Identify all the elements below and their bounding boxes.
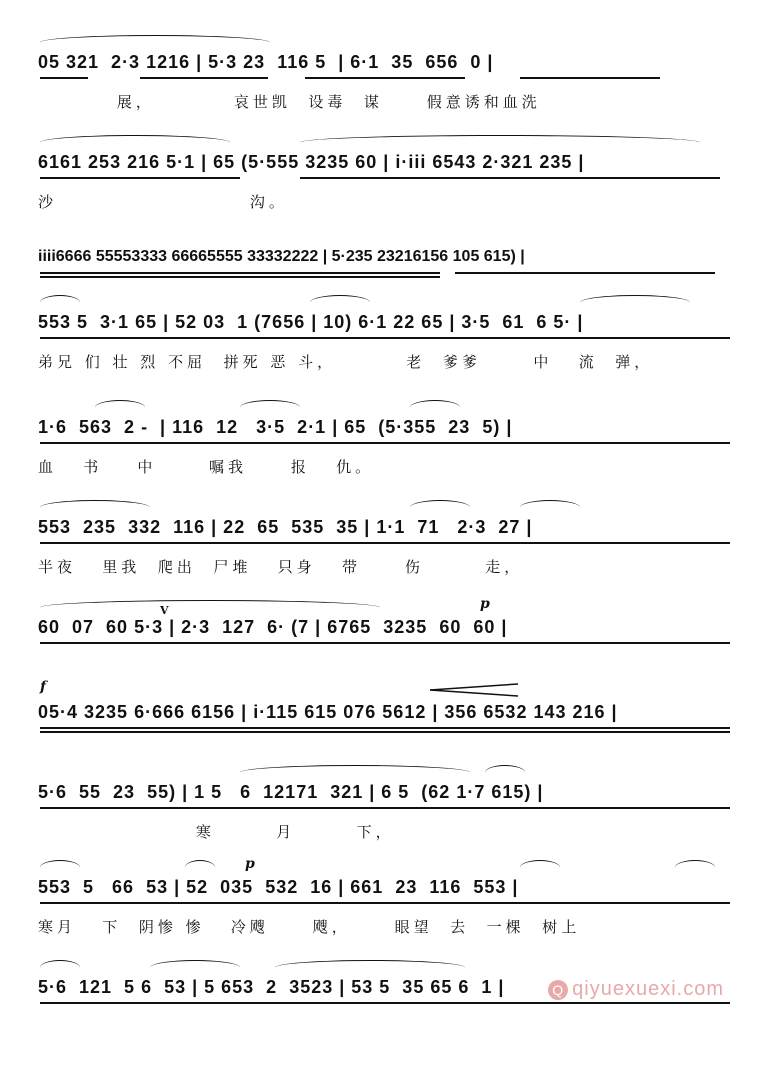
underline — [140, 77, 268, 79]
notation-line: 6161 253 216 5·1 | 65 (5·555 3235 60 | i·iii 6543 2·321 235 | — [38, 152, 585, 172]
notation-line: 05 321 2·3 1216 | 5·3 23 116 5 | 6·1 35 656 0 | — [38, 52, 494, 72]
dynamic-marking: f — [40, 679, 47, 695]
lyric-line: 展， 哀世凯 设毒 谋 假意诱和血洗 — [38, 93, 541, 111]
underline — [40, 276, 440, 278]
lyric-line: 沙 沟。 — [38, 193, 288, 211]
watermark-text: qiyuexuexi.com — [572, 978, 724, 1000]
underline — [40, 337, 730, 339]
score-line-2 — [0, 145, 760, 245]
underline — [40, 731, 730, 733]
underline — [40, 542, 730, 544]
underline — [40, 1002, 730, 1004]
watermark-logo-icon: Q — [548, 980, 568, 1000]
score-line-9 — [0, 775, 760, 875]
underline — [40, 902, 730, 904]
lyric-line: 寒 月 下， — [38, 823, 395, 841]
notation-line: 553 235 332 116 | 22 65 535 35 | 1·1 71 2·3 27 | — [38, 517, 533, 537]
lyric-line: 半夜 里我 爬出 尸堆 只身 带 伤 走， — [38, 558, 524, 576]
underline — [40, 272, 440, 274]
score-line-4 — [0, 305, 760, 405]
underline — [40, 177, 240, 179]
notation-line: 553 5 66 53 | 52 035 532 16 | 661 23 116 553 | — [38, 877, 519, 897]
score-line-6 — [0, 510, 760, 610]
score-line-10 — [0, 856, 760, 970]
notation-line: 5·6 55 23 55) | 1 5 6 12171 321 | 6 5 (62 1·7 615) | — [38, 782, 544, 802]
dynamic-marking: p — [245, 856, 255, 872]
underline — [305, 77, 465, 79]
underline — [455, 272, 715, 274]
notation-line: 60 07 60 5·3 | 2·3 127 6· (7 | 6765 3235 60 60 | — [38, 617, 508, 637]
notation-line: 05·4 3235 6·666 6156 | i·115 615 076 5612 | 356 6532 143 216 | — [38, 702, 618, 722]
notation-line: 553 5 3·1 65 | 52 03 1 (7656 | 10) 6·1 22 65 | 3·5 61 6 5· | — [38, 312, 584, 332]
lyric-line: 血 书 中 嘱我 报 仇。 — [38, 458, 375, 476]
lyric-line: 寒月 下 阴惨 惨 冷飕 飕， 眼望 去 一棵 树上 — [38, 918, 581, 936]
underline — [300, 177, 720, 179]
underline — [520, 77, 660, 79]
underline — [40, 727, 730, 729]
notation-line: iiii6666 55553333 66665555 33332222 | 5·235 23216156 105 615) | — [38, 248, 525, 265]
dynamic-marking: p — [480, 596, 490, 612]
underline — [40, 642, 730, 644]
notation-line: 1·6 563 2 - | 116 12 3·5 2·1 | 65 (5·355 23 5) | — [38, 417, 513, 437]
score-line-5 — [0, 410, 760, 510]
lyric-line: 弟兄 们 壮 烈 不屈 拼死 恶 斗， 老 爹爹 中 流 弹， — [38, 353, 654, 371]
breath-mark: V — [160, 604, 169, 617]
site-watermark — [548, 978, 724, 1001]
score-line-1 — [0, 45, 760, 145]
underline — [40, 807, 730, 809]
underline — [40, 77, 88, 79]
underline — [40, 442, 730, 444]
notation-line: 5·6 121 5 6 53 | 5 653 2 3523 | 53 5 35 65 6 1 | — [38, 977, 505, 997]
